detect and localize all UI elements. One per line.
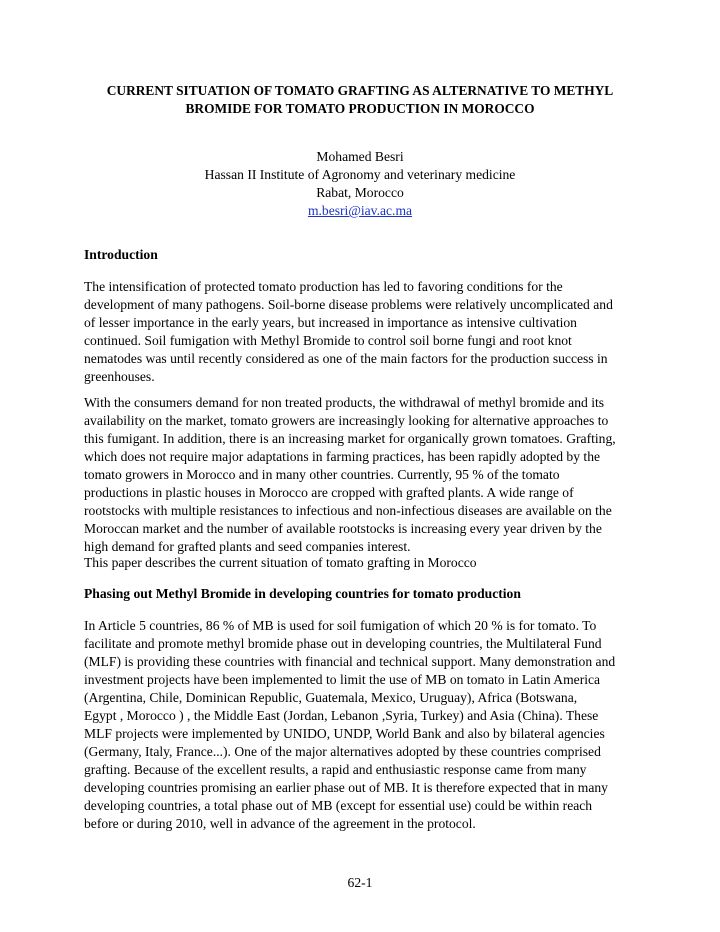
text-line: This paper describes the current situation of tomato grafting in Morocco xyxy=(84,555,477,570)
text-line: this fumigant. In addition, there is an increasing market for organically grown tomatoes. Grafting, xyxy=(84,431,616,446)
text-line: MLF projects were implemented by UNIDO, UNDP, World Bank and also by bilateral agencies xyxy=(84,726,605,741)
text-line: developing countries promising an earlier phase out of MB. It is therefore expected that in many xyxy=(84,780,608,795)
text-line: rootstocks with multiple resistances to infectious and non-infectious diseases are available on the xyxy=(84,503,612,518)
text-line: grafting. Because of the excellent results, a rapid and enthusiastic response came from many xyxy=(84,762,587,777)
text-line: investment projects have been implemented to limit the use of MB on tomato in Latin America xyxy=(84,672,601,687)
text-line: availability on the market, tomato growers are increasingly looking for alternative approaches to xyxy=(84,413,609,428)
text-line: which does not require major adaptations in farming practices, has been rapidly adopted by the xyxy=(84,449,601,464)
paragraph xyxy=(84,394,644,556)
text-line: nematodes was until recently considered as one of the main factors for the production success in xyxy=(84,351,608,366)
text-line: Egypt , Morocco ) , the Middle East (Jordan, Lebanon ,Syria, Turkey) and Asia (China). These xyxy=(84,708,599,723)
text-line: tomato growers in Morocco and in many other countries. Currently, 95 % of the tomato xyxy=(84,467,560,482)
author-email-link[interactable]: m.besri@iav.ac.ma xyxy=(307,203,413,218)
paper-title xyxy=(60,82,660,118)
author-name: Mohamed Besri xyxy=(316,149,404,164)
text-line: In Article 5 countries, 86 % of MB is used for soil fumigation of which 20 % is for tomato. To xyxy=(84,618,597,633)
text-line: greenhouses. xyxy=(84,369,155,384)
author-location: Rabat, Morocco xyxy=(316,185,404,200)
section-heading-phasing-out: Phasing out Methyl Bromide in developing countries for tomato production xyxy=(84,586,521,601)
paragraph xyxy=(84,278,644,386)
title-line: BROMIDE FOR TOMATO PRODUCTION IN MOROCCO xyxy=(185,101,535,116)
text-line: The intensification of protected tomato production has led to favoring conditions for the xyxy=(84,279,563,294)
text-line: (MLF) is providing these countries with financial and technical support. Many demonstration and xyxy=(84,654,616,669)
paragraph xyxy=(84,554,644,572)
text-line: of lesser importance in the early years, but increased in importance as intensive cultivation xyxy=(84,315,577,330)
title-line: CURRENT SITUATION OF TOMATO GRAFTING AS ALTERNATIVE TO METHYL xyxy=(106,83,614,98)
paragraph xyxy=(84,617,644,833)
text-line: high demand for grafted plants and seed companies interest. xyxy=(84,539,411,554)
text-line: (Germany, Italy, France...). One of the major alternatives adopted by these countries comprised xyxy=(84,744,601,759)
section-heading-introduction: Introduction xyxy=(84,247,158,262)
author-block xyxy=(60,148,660,220)
text-line: Moroccan market and the number of available rootstocks is increasing every year driven by the xyxy=(84,521,602,536)
text-line: developing countries, a total phase out of MB (except for essential use) could be within reach xyxy=(84,798,593,813)
text-line: (Argentina, Chile, Dominican Republic, Guatemala, Mexico, Uruguay), Africa (Botswana, xyxy=(84,690,578,705)
text-line: With the consumers demand for non treated products, the withdrawal of methyl bromide and its xyxy=(84,395,605,410)
author-affiliation: Hassan II Institute of Agronomy and veterinary medicine xyxy=(204,167,516,182)
text-line: development of many pathogens. Soil-borne disease problems were relatively uncomplicated and xyxy=(84,297,613,312)
page-number: 62-1 xyxy=(347,875,373,890)
text-line: facilitate and promote methyl bromide phase out in developing countries, the Multilateral Fund xyxy=(84,636,602,651)
text-line: productions in plastic houses in Morocco are cropped with grafted plants. A wide range of xyxy=(84,485,574,500)
text-line: before or during 2010, well in advance of the agreement in the protocol. xyxy=(84,816,476,831)
text-line: continued. Soil fumigation with Methyl Bromide to control soil borne fungi and root knot xyxy=(84,333,572,348)
